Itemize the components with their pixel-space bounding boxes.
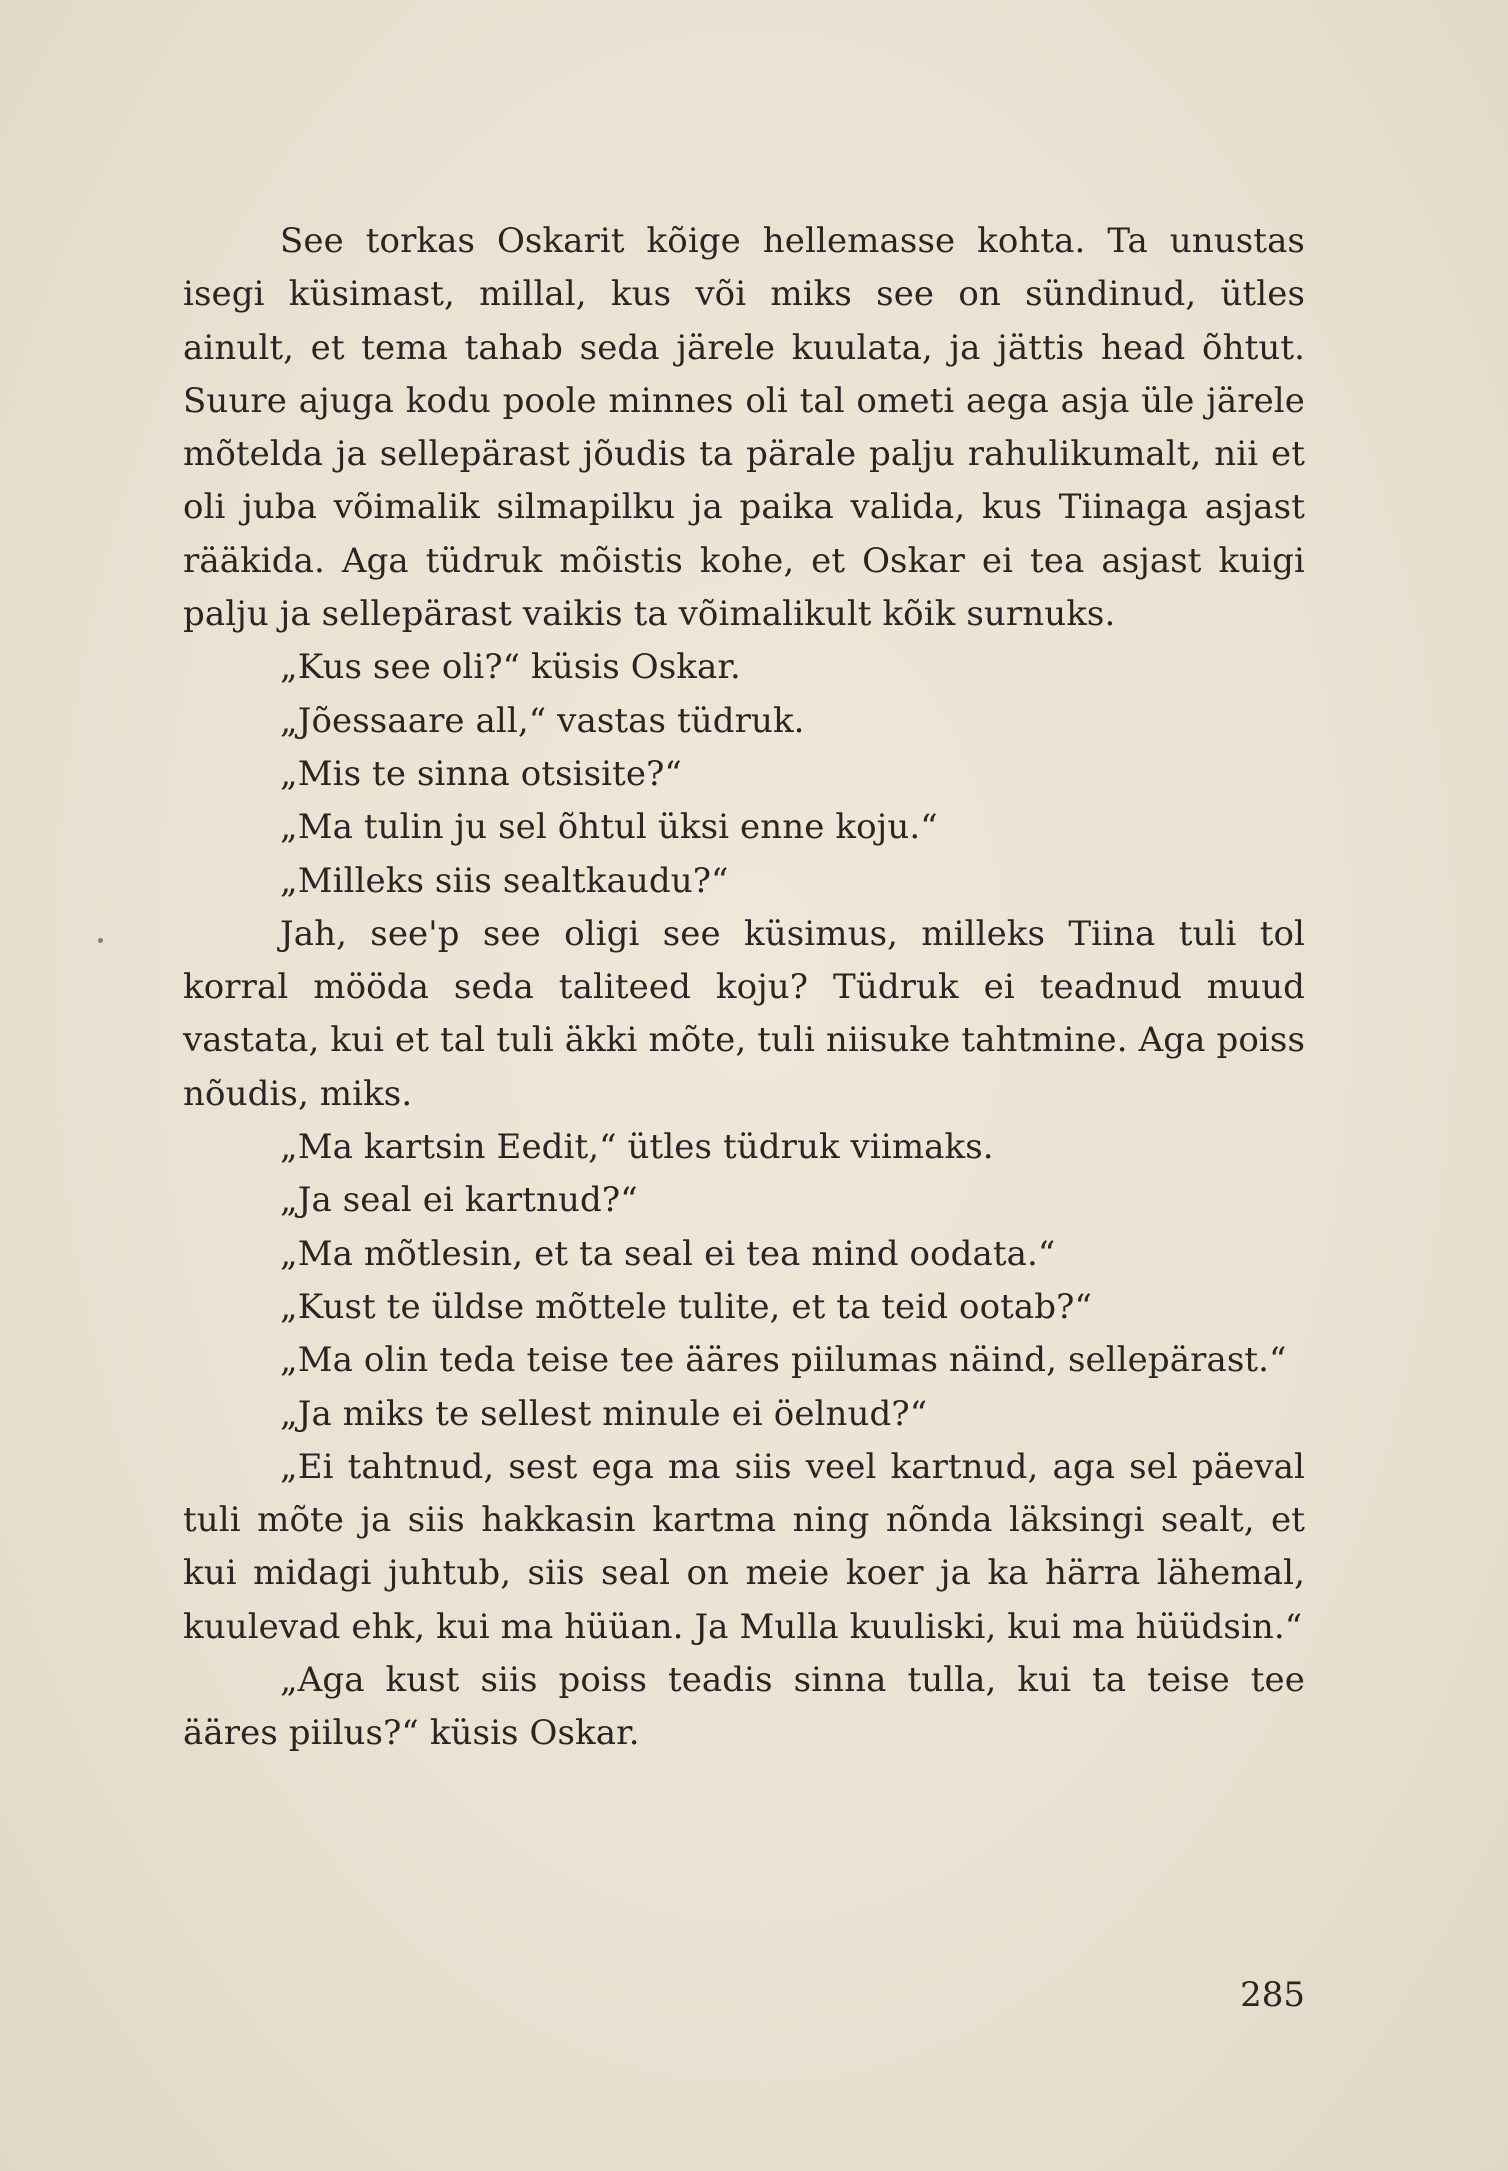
paragraph: „Aga kust siis poiss teadis sinna tulla, kui ta teise tee ääres piilus?“ küsis Oskar. bbox=[183, 1660, 1305, 1754]
paragraph: „Milleks siis sealtkaudu?“ bbox=[280, 860, 729, 901]
paragraph: „Ma kartsin Eedit,“ ütles tüdruk viimaks. bbox=[280, 1127, 994, 1168]
page-number: 285 bbox=[1240, 1975, 1305, 2015]
paragraph: See torkas Oskarit kõige hellemasse kohta. Ta unustas isegi küsimast, millal, kus või miks see on sündinud, ütles ainult, et tema tahab seda järele kuulata, ja jättis head õhtut. Suure ajuga kodu poole minnes oli tal ometi aega asja üle järele mõtelda ja sellepärast jõudis ta pärale palju rahulikumalt, nii et oli juba võimalik silmapilku ja paika valida, kus Tiinaga asjast rääkida. Aga tüdruk mõistis kohe, et Oskar ei tea asjast kuigi palju ja sellepärast vaikis ta võimalikult kõik surnuks. bbox=[183, 221, 1305, 635]
paragraph: „Kust te üldse mõttele tulite, et ta teid ootab?“ bbox=[280, 1286, 1092, 1327]
paragraph: Jah, see'p see oligi see küsimus, milleks Tiina tuli tol korral mööda seda taliteed koju? Tüdruk ei teadnud muud vastata, kui et tal tuli äkki mõte, tuli niisuke tahtmine. Aga poiss nõudis, miks. bbox=[183, 913, 1305, 1114]
paragraph: „Ma tulin ju sel õhtul üksi enne koju.“ bbox=[280, 807, 938, 848]
paragraph: „Mis te sinna otsisite?“ bbox=[280, 753, 682, 794]
margin-speck bbox=[98, 938, 103, 943]
paragraph: „Kus see oli?“ küsis Oskar. bbox=[280, 647, 741, 688]
paragraph: „Jõessaare all,“ vastas tüdruk. bbox=[280, 700, 805, 741]
paragraph: „Ma mõtlesin, et ta seal ei tea mind oodata.“ bbox=[280, 1233, 1056, 1274]
body-text bbox=[183, 215, 1305, 1761]
paragraph: „Ja seal ei kartnud?“ bbox=[280, 1180, 638, 1221]
paragraph: „Ja miks te sellest minule ei öelnud?“ bbox=[280, 1393, 928, 1434]
paragraph: „Ei tahtnud, sest ega ma siis veel kartnud, aga sel päeval tuli mõte ja siis hakkasin kartma ning nõnda läksingi sealt, et kui midagi juhtub, siis seal on meie koer ja ka härra lähemal, kuulevad ehk, kui ma hüüan. Ja Mulla kuuliski, kui ma hüüdsin.“ bbox=[183, 1446, 1305, 1647]
paragraph: „Ma olin teda teise tee ääres piilumas näind, sellepärast.“ bbox=[280, 1340, 1287, 1381]
